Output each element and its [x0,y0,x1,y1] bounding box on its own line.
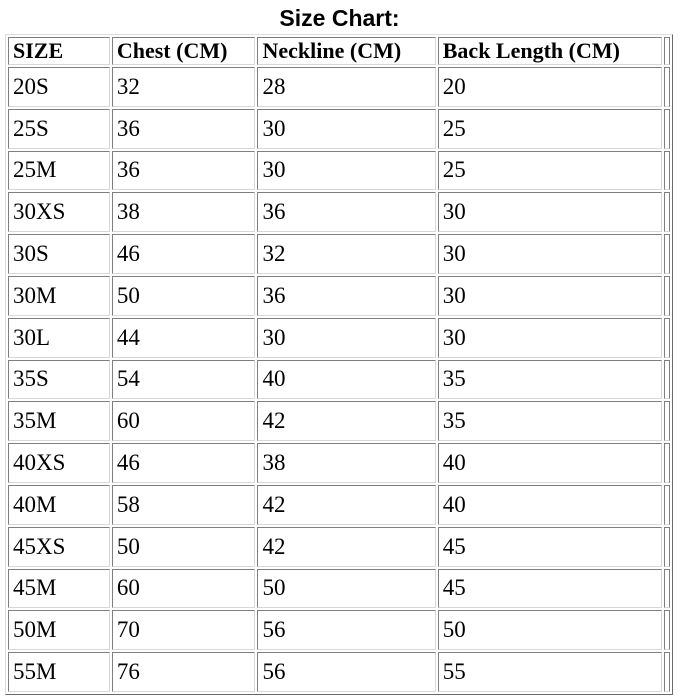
size-cell: 25S [8,109,110,149]
back-length-cell: 45 [438,527,662,567]
table-row [8,318,670,358]
neckline-cell: 32 [257,234,435,274]
back-length-cell: 30 [438,276,662,316]
empty-cell [664,569,670,609]
table-row [8,610,670,650]
size-cell: 30M [8,276,110,316]
column-header-back-length: Back Length (CM) [438,37,662,65]
back-length-cell: 30 [438,192,662,232]
chest-cell: 36 [112,151,256,191]
size-cell: 40M [8,485,110,525]
chest-cell: 36 [112,109,256,149]
neckline-cell: 30 [257,318,435,358]
size-cell: 30L [8,318,110,358]
size-cell: 30S [8,234,110,274]
back-length-cell: 35 [438,401,662,441]
size-chart-table [6,35,672,694]
back-length-cell: 55 [438,652,662,692]
neckline-cell: 42 [257,485,435,525]
size-cell: 50M [8,610,110,650]
neckline-cell: 56 [257,652,435,692]
empty-cell [664,276,670,316]
empty-cell [664,234,670,274]
size-cell: 30XS [8,192,110,232]
table-row [8,234,670,274]
neckline-cell: 28 [257,67,435,107]
back-length-cell: 30 [438,318,662,358]
empty-cell [664,109,670,149]
size-cell: 45M [8,569,110,609]
column-header-empty [664,37,670,65]
chest-cell: 60 [112,569,256,609]
table-row [8,151,670,191]
empty-cell [664,67,670,107]
neckline-cell: 30 [257,109,435,149]
back-length-cell: 30 [438,234,662,274]
table-row [8,652,670,692]
neckline-cell: 38 [257,443,435,483]
back-length-cell: 25 [438,151,662,191]
neckline-cell: 42 [257,401,435,441]
back-length-cell: 50 [438,610,662,650]
chest-cell: 44 [112,318,256,358]
table-row [8,67,670,107]
chest-cell: 54 [112,360,256,400]
size-cell: 55M [8,652,110,692]
size-chart-title: Size Chart: [279,5,400,31]
empty-cell [664,151,670,191]
chest-cell: 60 [112,401,256,441]
table-row [8,443,670,483]
empty-cell [664,610,670,650]
empty-cell [664,360,670,400]
table-row [8,401,670,441]
back-length-cell: 45 [438,569,662,609]
size-cell: 25M [8,151,110,191]
neckline-cell: 36 [257,192,435,232]
table-row [8,109,670,149]
size-cell: 35S [8,360,110,400]
size-cell: 45XS [8,527,110,567]
table-row [8,360,670,400]
empty-cell [664,527,670,567]
table-body [8,67,670,692]
back-length-cell: 40 [438,485,662,525]
column-header-neckline: Neckline (CM) [257,37,435,65]
column-header-chest: Chest (CM) [112,37,256,65]
chest-cell: 32 [112,67,256,107]
chest-cell: 50 [112,276,256,316]
table-header-row [8,37,670,65]
chest-cell: 46 [112,443,256,483]
neckline-cell: 30 [257,151,435,191]
table-row [8,485,670,525]
chest-cell: 76 [112,652,256,692]
chest-cell: 38 [112,192,256,232]
back-length-cell: 25 [438,109,662,149]
size-cell: 40XS [8,443,110,483]
table-row [8,276,670,316]
back-length-cell: 20 [438,67,662,107]
empty-cell [664,192,670,232]
empty-cell [664,318,670,358]
chest-cell: 46 [112,234,256,274]
chest-cell: 50 [112,527,256,567]
neckline-cell: 50 [257,569,435,609]
neckline-cell: 36 [257,276,435,316]
empty-cell [664,485,670,525]
back-length-cell: 35 [438,360,662,400]
empty-cell [664,652,670,692]
back-length-cell: 40 [438,443,662,483]
chest-cell: 58 [112,485,256,525]
column-header-size: SIZE [8,37,110,65]
neckline-cell: 40 [257,360,435,400]
neckline-cell: 56 [257,610,435,650]
size-chart-table-frame [5,34,673,695]
empty-cell [664,401,670,441]
chest-cell: 70 [112,610,256,650]
empty-cell [664,443,670,483]
table-row [8,527,670,567]
size-cell: 20S [8,67,110,107]
neckline-cell: 42 [257,527,435,567]
table-row [8,569,670,609]
table-row [8,192,670,232]
size-cell: 35M [8,401,110,441]
